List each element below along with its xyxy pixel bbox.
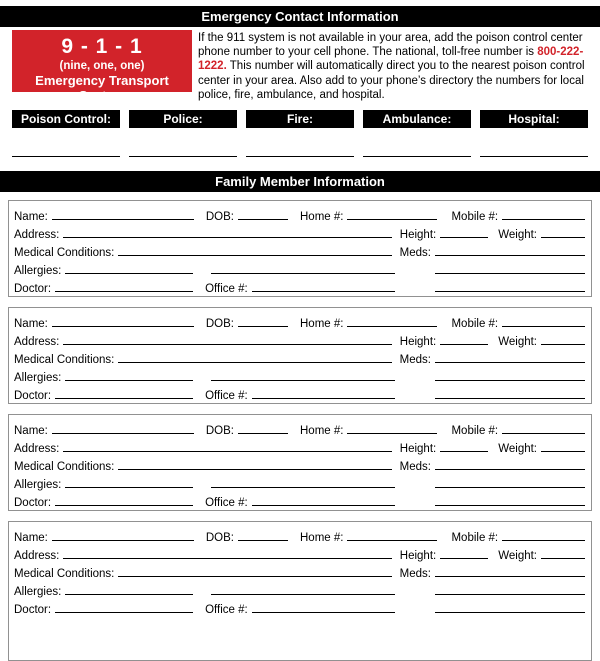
meds-label: Meds: <box>399 247 431 259</box>
member-row-4 <box>14 259 585 277</box>
poison-control-label-box: Poison Control: <box>12 110 120 128</box>
office-phone-label: Office #: <box>205 604 248 616</box>
doctor-line[interactable] <box>55 291 193 292</box>
dob-line[interactable] <box>238 326 288 327</box>
name-label: Name: <box>14 425 48 437</box>
mobile-phone-line[interactable] <box>502 219 585 220</box>
member-row-1 <box>14 419 585 437</box>
mobile-phone-label: Mobile #: <box>451 532 499 544</box>
doctor-label: Doctor: <box>14 604 52 616</box>
height-line[interactable] <box>440 344 488 345</box>
name-label: Name: <box>14 532 48 544</box>
ambulance-label-box: Ambulance: <box>363 110 471 128</box>
allergies-line[interactable] <box>65 487 193 488</box>
family-member-card <box>8 307 592 404</box>
member-row-3 <box>14 348 585 366</box>
medical-conditions-label: Medical Conditions: <box>14 461 115 473</box>
member-row-3 <box>14 455 585 473</box>
meds-line[interactable] <box>435 255 585 256</box>
allergies-label: Allergies: <box>14 586 62 598</box>
home-phone-line[interactable] <box>347 326 437 327</box>
weight-label: Weight: <box>498 336 537 348</box>
member-row-4 <box>14 473 585 491</box>
911-phonetic: (nine, one, one) <box>59 60 145 72</box>
meds-line-2[interactable] <box>435 487 585 488</box>
dob-line[interactable] <box>238 219 288 220</box>
office-phone-label: Office #: <box>205 497 248 509</box>
member-row-4 <box>14 580 585 598</box>
meds-line-3[interactable] <box>435 505 585 506</box>
allergies-line-2[interactable] <box>211 273 395 274</box>
doctor-line[interactable] <box>55 398 193 399</box>
meds-line-3[interactable] <box>435 291 585 292</box>
address-line[interactable] <box>63 451 391 452</box>
911-emergency-box <box>12 30 192 103</box>
911-number: 9 - 1 - 1 <box>61 35 143 58</box>
member-row-4 <box>14 366 585 384</box>
member-row-5 <box>14 384 585 402</box>
height-line[interactable] <box>440 451 488 452</box>
office-phone-line[interactable] <box>252 612 395 613</box>
dob-label: DOB: <box>205 318 234 330</box>
emergency-contact-header <box>0 6 600 27</box>
weight-line[interactable] <box>541 344 585 345</box>
member-row-1 <box>14 526 585 544</box>
office-phone-line[interactable] <box>252 505 395 506</box>
name-line[interactable] <box>52 433 194 434</box>
fire-label-box: Fire: <box>246 110 354 128</box>
office-phone-line[interactable] <box>252 398 395 399</box>
meds-line-3[interactable] <box>435 612 585 613</box>
height-label: Height: <box>399 336 437 348</box>
mobile-phone-label: Mobile #: <box>451 425 499 437</box>
ambulance-phone-line[interactable] <box>363 156 471 157</box>
height-line[interactable] <box>440 237 488 238</box>
meds-label: Meds: <box>399 461 431 473</box>
meds-label: Meds: <box>399 568 431 580</box>
family-member-header-title: Family Member Information <box>215 174 385 189</box>
name-line[interactable] <box>52 540 194 541</box>
name-label: Name: <box>14 318 48 330</box>
member-row-2 <box>14 437 585 455</box>
allergies-line-2[interactable] <box>211 380 395 381</box>
weight-label: Weight: <box>498 443 537 455</box>
meds-line[interactable] <box>435 576 585 577</box>
family-member-card <box>8 200 592 297</box>
dob-line[interactable] <box>238 540 288 541</box>
height-label: Height: <box>399 443 437 455</box>
allergies-line[interactable] <box>65 273 193 274</box>
allergies-line-2[interactable] <box>211 487 395 488</box>
home-phone-label: Home #: <box>300 425 344 437</box>
home-phone-line[interactable] <box>347 540 437 541</box>
medical-conditions-line[interactable] <box>118 255 391 256</box>
mobile-phone-label: Mobile #: <box>451 318 499 330</box>
hospital-label-box: Hospital: <box>480 110 588 128</box>
mobile-phone-line[interactable] <box>502 540 585 541</box>
member-row-5 <box>14 277 585 295</box>
emergency-transport-label: Emergency Transport System <box>35 73 169 103</box>
height-label: Height: <box>399 229 437 241</box>
allergies-line[interactable] <box>65 380 193 381</box>
allergies-label: Allergies: <box>14 265 62 277</box>
member-row-5 <box>14 598 585 616</box>
office-phone-line[interactable] <box>252 291 395 292</box>
family-member-card <box>8 414 592 511</box>
family-member-sections <box>8 200 592 661</box>
family-member-header <box>0 171 600 192</box>
medical-conditions-label: Medical Conditions: <box>14 354 115 366</box>
address-label: Address: <box>14 550 60 562</box>
address-label: Address: <box>14 229 60 241</box>
member-row-2 <box>14 223 585 241</box>
home-phone-label: Home #: <box>300 532 344 544</box>
medical-conditions-line[interactable] <box>118 469 391 470</box>
medical-conditions-line[interactable] <box>118 576 391 577</box>
doctor-label: Doctor: <box>14 283 52 295</box>
weight-line[interactable] <box>541 237 585 238</box>
weight-label: Weight: <box>498 229 537 241</box>
home-phone-label: Home #: <box>300 211 344 223</box>
dob-label: DOB: <box>205 211 234 223</box>
emergency-contact-header-title: Emergency Contact Information <box>201 9 399 24</box>
medical-conditions-label: Medical Conditions: <box>14 568 115 580</box>
fire-phone-line[interactable] <box>246 156 354 157</box>
emergency-contacts-write-in-row <box>12 156 588 157</box>
meds-line-2[interactable] <box>435 594 585 595</box>
medical-conditions-label: Medical Conditions: <box>14 247 115 259</box>
address-label: Address: <box>14 443 60 455</box>
emergency-contacts-row <box>12 110 588 128</box>
poison-control-phone-number: 800-222-1222. <box>198 46 584 73</box>
address-label: Address: <box>14 336 60 348</box>
address-line[interactable] <box>63 558 391 559</box>
allergies-label: Allergies: <box>14 372 62 384</box>
doctor-line[interactable] <box>55 612 193 613</box>
meds-line-3[interactable] <box>435 398 585 399</box>
meds-label: Meds: <box>399 354 431 366</box>
meds-line[interactable] <box>435 362 585 363</box>
office-phone-label: Office #: <box>205 283 248 295</box>
home-phone-line[interactable] <box>347 219 437 220</box>
dob-line[interactable] <box>238 433 288 434</box>
office-phone-label: Office #: <box>205 390 248 402</box>
dob-label: DOB: <box>205 425 234 437</box>
home-phone-label: Home #: <box>300 318 344 330</box>
dob-label: DOB: <box>205 532 234 544</box>
weight-line[interactable] <box>541 451 585 452</box>
police-label-box: Police: <box>129 110 237 128</box>
allergies-line-2[interactable] <box>211 594 395 595</box>
allergies-label: Allergies: <box>14 479 62 491</box>
instructions-text-before: If the 911 system is not available in your area, add the poison control center phone number to your cell phone. The national, toll-free number is <box>198 32 583 59</box>
meds-line-2[interactable] <box>435 273 585 274</box>
member-row-3 <box>14 562 585 580</box>
member-row-2 <box>14 544 585 562</box>
meds-line-2[interactable] <box>435 380 585 381</box>
weight-label: Weight: <box>498 550 537 562</box>
poison-control-phone-line[interactable] <box>12 156 120 157</box>
member-row-3 <box>14 241 585 259</box>
address-line[interactable] <box>63 344 391 345</box>
allergies-line[interactable] <box>65 594 193 595</box>
instructions-text-after: This number will automatically direct you to the nearest poison control center in your area. Also add to your phone’s directory the numbers for local police, fire, ambulance, and hospital. <box>198 60 585 101</box>
mobile-phone-label: Mobile #: <box>451 211 499 223</box>
name-label: Name: <box>14 211 48 223</box>
mobile-phone-line[interactable] <box>502 433 585 434</box>
poison-control-instructions <box>198 30 592 100</box>
address-line[interactable] <box>63 237 391 238</box>
police-phone-line[interactable] <box>129 156 237 157</box>
height-line[interactable] <box>440 558 488 559</box>
doctor-label: Doctor: <box>14 390 52 402</box>
weight-line[interactable] <box>541 558 585 559</box>
member-row-5 <box>14 491 585 509</box>
hospital-phone-line[interactable] <box>480 156 588 157</box>
name-line[interactable] <box>52 326 194 327</box>
member-row-1 <box>14 205 585 223</box>
doctor-label: Doctor: <box>14 497 52 509</box>
height-label: Height: <box>399 550 437 562</box>
medical-conditions-line[interactable] <box>118 362 391 363</box>
member-row-2 <box>14 330 585 348</box>
member-row-1 <box>14 312 585 330</box>
family-member-card <box>8 521 592 661</box>
home-phone-line[interactable] <box>347 433 437 434</box>
doctor-line[interactable] <box>55 505 193 506</box>
intro-section <box>12 30 592 103</box>
meds-line[interactable] <box>435 469 585 470</box>
mobile-phone-line[interactable] <box>502 326 585 327</box>
name-line[interactable] <box>52 219 194 220</box>
